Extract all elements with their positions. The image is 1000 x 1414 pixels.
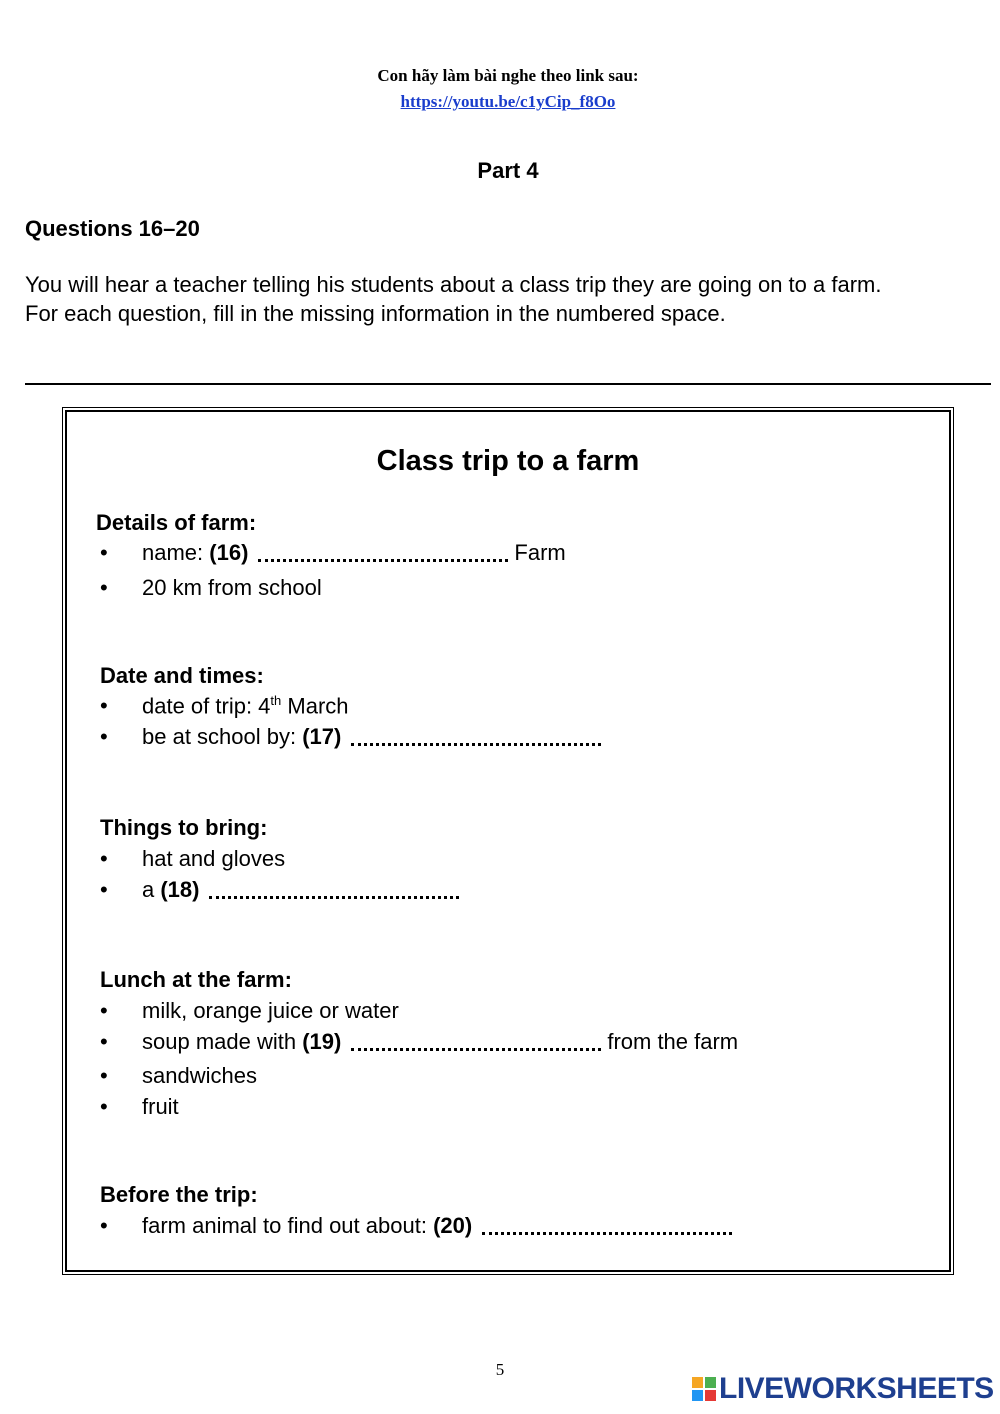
lunch-sandwiches: sandwiches [142,1063,257,1088]
trip-date-sup: th [270,693,282,708]
soup-label: soup made with [142,1029,303,1054]
answer-blank-17[interactable] [351,739,601,746]
bullet: • [100,575,108,600]
school-time-item [100,724,607,750]
section-heading-farm: Details of farm: [96,510,257,535]
bullet: • [100,846,108,871]
youtube-link[interactable]: https://youtu.be/c1yCip_f8Oo [400,92,616,111]
bring-item-2 [100,877,465,903]
lunch-drinks: milk, orange juice or water [142,998,399,1023]
questions-title: Questions 16–20 [25,216,200,241]
section-heading-before: Before the trip: [100,1182,258,1207]
lunch-item-1 [100,998,399,1024]
answer-blank-18[interactable] [209,892,459,899]
farm-distance: 20 km from school [142,575,322,600]
lunch-fruit: fruit [142,1094,179,1119]
bullet: • [100,693,108,719]
bullet: • [100,540,108,565]
soup-suffix: from the farm [607,1029,739,1054]
instruction-line-1: You will hear a teacher telling his students about a class trip they are going on to a farm. [25,272,882,297]
question-18-number: (18) [160,877,200,902]
farm-name-item [100,540,566,566]
bullet: • [100,998,108,1023]
bullet: • [100,1063,108,1088]
part-title: Part 4 [477,158,539,183]
trip-date-prefix: date of trip: 4 [142,693,271,719]
farm-name-label: name: [142,540,210,565]
farm-name-suffix: Farm [514,540,566,565]
divider-line [25,383,991,385]
section-heading-bring: Things to bring: [100,815,268,840]
lunch-item-4 [100,1094,179,1120]
bullet: • [100,724,108,749]
trip-date-suffix: March [281,693,349,719]
liveworksheets-logo-icon [692,1377,716,1401]
farm-distance-item [100,575,322,601]
instruction-line-2: For each question, fill in the missing information in the numbered space. [25,301,726,326]
section-heading-dates: Date and times: [100,663,264,688]
answer-blank-20[interactable] [482,1228,732,1235]
watermark-text: LIVEWORKSHEETS [719,1372,994,1405]
question-16-number: (16) [209,540,249,565]
liveworksheets-logo [692,1372,994,1406]
before-item-1 [100,1213,738,1239]
question-20-number: (20) [433,1213,473,1238]
question-19-number: (19) [302,1029,342,1054]
trip-date-item [100,693,349,719]
header-instruction: Con hãy làm bài nghe theo link sau: [377,66,639,85]
bullet: • [100,1029,108,1054]
bullet: • [100,1213,108,1238]
bring-a-label: a [142,877,161,902]
animal-label: farm animal to find out about: [142,1213,434,1238]
section-heading-lunch: Lunch at the farm: [100,967,292,992]
bring-item-1 [100,846,285,872]
question-17-number: (17) [302,724,342,749]
lunch-item-3 [100,1063,257,1089]
page-number: 5 [495,1360,505,1379]
answer-blank-19[interactable] [351,1044,601,1051]
lunch-item-2 [100,1029,738,1055]
school-time-label: be at school by: [142,724,303,749]
answer-blank-16[interactable] [258,555,508,562]
bullet: • [100,877,108,902]
instructions [25,270,975,328]
bullet: • [100,1094,108,1119]
bring-hat-gloves: hat and gloves [142,846,286,871]
header-link-row [0,92,1000,112]
box-title: Class trip to a farm [376,445,640,477]
